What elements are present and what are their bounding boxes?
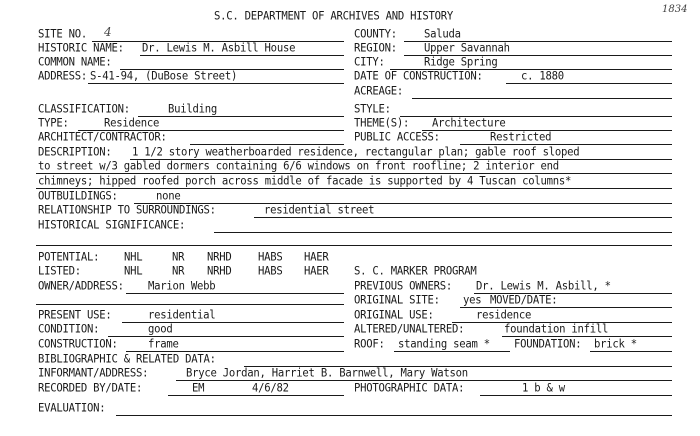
outbuildings-value: none bbox=[156, 190, 181, 203]
region-label: REGION: bbox=[354, 42, 397, 55]
historical-significance-underline bbox=[214, 232, 672, 233]
informant-value: Bryce Jordan, Harriet B. Barnwell, Mary Watson bbox=[186, 367, 468, 380]
description-label: DESCRIPTION: bbox=[38, 146, 112, 159]
construction-label: CONSTRUCTION: bbox=[38, 338, 118, 351]
recorded-by-underline bbox=[168, 395, 344, 396]
public-access-value: Restricted bbox=[490, 131, 552, 144]
present-use-label: PRESENT USE: bbox=[38, 309, 112, 322]
present-use-value: residential bbox=[148, 309, 216, 322]
evaluation-label: EVALUATION: bbox=[38, 402, 106, 415]
description-underline-2 bbox=[36, 173, 672, 174]
outbuildings-label: OUTBUILDINGS: bbox=[38, 190, 118, 203]
classification-underline bbox=[138, 116, 344, 117]
condition-underline bbox=[108, 336, 344, 337]
original-use-value: residence bbox=[476, 309, 532, 322]
original-site-label: ORIGINAL SITE: bbox=[354, 294, 440, 307]
altered-value: foundation infill bbox=[504, 323, 609, 336]
altered-label: ALTERED/UNALTERED: bbox=[354, 323, 465, 336]
recorded-date-value: 4/6/82 bbox=[252, 382, 289, 395]
type-value: Residence bbox=[104, 117, 160, 130]
site-no-label: SITE NO. bbox=[38, 28, 88, 41]
owner-label: OWNER/ADDRESS: bbox=[38, 280, 124, 293]
city-value: Ridge Spring bbox=[424, 56, 498, 69]
moved-date-label: MOVED/DATE: bbox=[490, 294, 558, 307]
condition-value: good bbox=[148, 323, 173, 336]
potential-habs: HABS bbox=[258, 251, 283, 264]
historic-name-value: Dr. Lewis M. Asbill House bbox=[142, 42, 296, 55]
relationship-label: RELATIONSHIP TO SURROUNDINGS: bbox=[38, 204, 216, 217]
roof-underline bbox=[394, 351, 510, 352]
owner-value: Marion Webb bbox=[148, 280, 216, 293]
public-access-label: PUBLIC ACCESS: bbox=[354, 131, 440, 144]
informant-underline bbox=[176, 380, 672, 381]
description-underline-3 bbox=[36, 188, 672, 189]
historical-significance-label: HISTORICAL SIGNIFICANCE: bbox=[38, 219, 186, 232]
relationship-value: residential street bbox=[264, 204, 375, 217]
recorded-by-label: RECORDED BY/DATE: bbox=[38, 382, 143, 395]
listed-haer: HAER bbox=[304, 265, 329, 278]
listed-label: LISTED: bbox=[38, 265, 81, 278]
previous-owners-value: Dr. Lewis M. Asbill, * bbox=[476, 280, 611, 293]
acreage-underline bbox=[412, 98, 672, 99]
address-underline bbox=[88, 83, 344, 84]
photographic-data-label: PHOTOGRAPHIC DATA: bbox=[354, 382, 465, 395]
construction-underline bbox=[126, 351, 344, 352]
description-line-2: to street w/3 gabled dormers containing 6/6 windows on front roofline; 2 interior end bbox=[38, 160, 559, 173]
original-site-value: yes bbox=[463, 294, 482, 307]
evaluation-underline bbox=[116, 415, 672, 416]
site-no-value: 4 bbox=[104, 25, 112, 39]
listed-habs: HABS bbox=[258, 265, 283, 278]
photographic-data-underline bbox=[480, 395, 672, 396]
foundation-value: brick * bbox=[594, 338, 637, 351]
recorded-by-value: EM bbox=[192, 382, 205, 395]
date-of-construction-label: DATE OF CONSTRUCTION: bbox=[354, 70, 483, 83]
condition-label: CONDITION: bbox=[38, 323, 100, 336]
relationship-underline bbox=[254, 217, 672, 218]
divider-line-2 bbox=[36, 304, 344, 305]
date-of-construction-underline bbox=[506, 83, 672, 84]
county-value: Saluda bbox=[424, 28, 461, 41]
type-label: TYPE: bbox=[38, 117, 69, 130]
owner-underline bbox=[126, 293, 344, 294]
address-label: ADDRESS: bbox=[38, 70, 88, 83]
divider-line bbox=[36, 245, 672, 246]
public-access-underline bbox=[460, 144, 672, 145]
potential-nrhd: NRHD bbox=[207, 251, 232, 264]
themes-label: THEME(S): bbox=[354, 117, 410, 130]
potential-nhl: NHL bbox=[124, 251, 143, 264]
date-of-construction-value: c. 1880 bbox=[521, 70, 564, 83]
roof-label: ROOF: bbox=[354, 338, 385, 351]
listed-nhl: NHL bbox=[124, 265, 143, 278]
listed-nrhd: NRHD bbox=[207, 265, 232, 278]
historic-name-label: HISTORIC NAME: bbox=[38, 42, 124, 55]
county-label: COUNTY: bbox=[354, 28, 397, 41]
city-label: CITY: bbox=[354, 56, 385, 69]
original-use-label: ORIGINAL USE: bbox=[354, 309, 434, 322]
potential-haer: HAER bbox=[304, 251, 329, 264]
classification-value: Building bbox=[168, 103, 218, 116]
region-value: Upper Savannah bbox=[424, 42, 510, 55]
foundation-underline bbox=[590, 351, 672, 352]
architect-label: ARCHITECT/CONTRACTOR: bbox=[38, 131, 167, 144]
description-line-3: chimneys; hipped roofed porch across middle of facade is supported by 4 Tuscan columns* bbox=[38, 175, 572, 188]
common-name-label: COMMON NAME: bbox=[38, 56, 112, 69]
themes-value: Architecture bbox=[432, 117, 506, 130]
marker-program-title: S. C. MARKER PROGRAM bbox=[354, 265, 477, 278]
historic-name-underline bbox=[140, 55, 344, 56]
bibliographic-label: BIBLIOGRAPHIC & RELATED DATA: bbox=[38, 353, 216, 366]
style-label: STYLE: bbox=[354, 103, 391, 116]
potential-label: POTENTIAL: bbox=[38, 251, 100, 264]
classification-label: CLASSIFICATION: bbox=[38, 103, 130, 116]
acreage-label: ACREAGE: bbox=[354, 85, 404, 98]
original-site-underline bbox=[460, 307, 672, 308]
roof-value: standing seam * bbox=[398, 338, 490, 351]
foundation-label: FOUNDATION: bbox=[514, 338, 582, 351]
listed-nr: NR bbox=[172, 265, 185, 278]
altered-underline bbox=[502, 336, 672, 337]
photographic-data-value: 1 b & w bbox=[522, 382, 565, 395]
form-title: S.C. DEPARTMENT OF ARCHIVES AND HISTORY bbox=[214, 10, 453, 23]
construction-value: frame bbox=[148, 338, 179, 351]
corner-handwritten-mark: 1834 bbox=[662, 4, 688, 15]
address-value: S-41-94, (DuBose Street) bbox=[90, 70, 238, 83]
previous-owners-label: PREVIOUS OWNERS: bbox=[354, 280, 453, 293]
description-line-1: 1 1/2 story weatherboarded residence, rectangular plan; gable roof sloped bbox=[132, 146, 580, 159]
architect-underline bbox=[190, 144, 344, 145]
informant-label: INFORMANT/ADDRESS: bbox=[38, 367, 149, 380]
potential-nr: NR bbox=[172, 251, 185, 264]
